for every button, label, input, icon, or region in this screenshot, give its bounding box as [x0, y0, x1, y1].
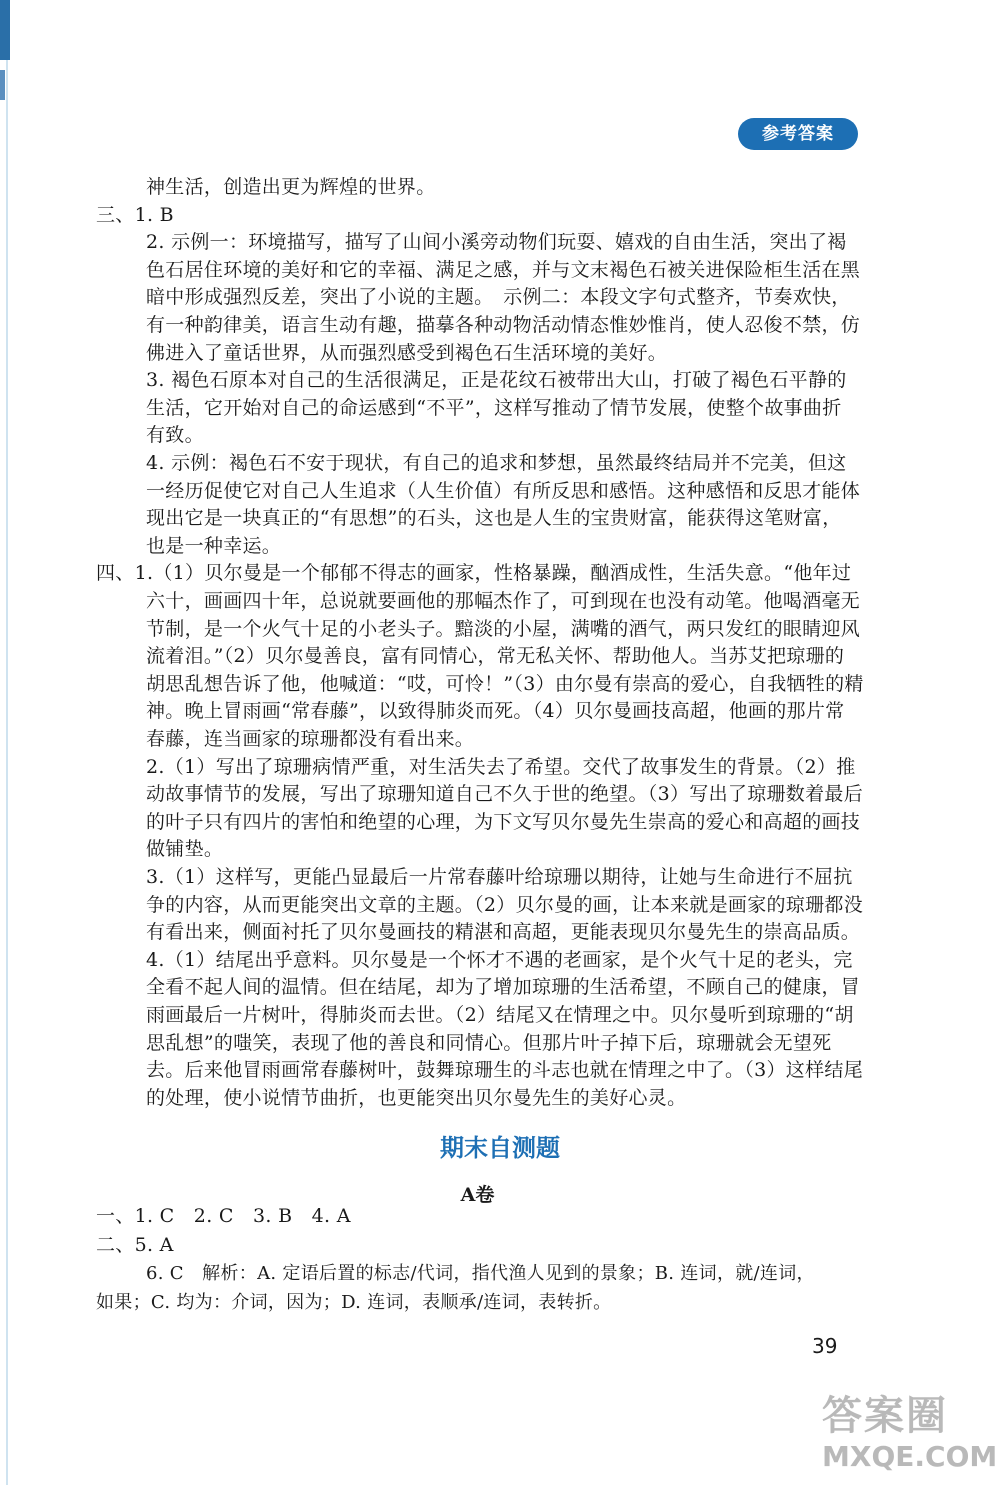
text-line: 春藤，连当画家的琼珊都没有看出来。 — [146, 728, 475, 750]
text-line: 的处理，使小说情节曲折，也更能突出贝尔曼先生的美好心灵。 — [146, 1086, 687, 1109]
text-line: 2.（1）写出了琼珊病情严重，对生活失去了希望。交代了故事发生的背景。（2）推 — [146, 755, 856, 778]
watermark — [822, 1392, 997, 1482]
text-line: 争的内容，从而更能突出文章的主题。（2）贝尔曼的画，让本来就是画家的琼珊都没 — [146, 893, 863, 916]
text-line: 做铺垫。 — [146, 838, 224, 861]
text-line: 流着泪。”（2）贝尔曼善良，富有同情心，常无私关怀、帮助他人。当苏艾把琼珊的 — [146, 645, 845, 668]
text-line: 也是一种幸运。 — [146, 534, 282, 557]
text-line: 现出它是一块真正的“有思想”的石头，这也是人生的宝贵财富，能获得这笔财富， — [146, 507, 842, 530]
text-line: 四、1.（1）贝尔曼是一个郁郁不得志的画家，性格暴躁，酗酒成性，生活失意。“他年过 — [96, 562, 852, 585]
answer-line: 一、1. C 2. C 3. B 4. A — [96, 1205, 351, 1227]
text-line: 神。晚上冒雨画“常春藤”，以致得肺炎而死。（4）贝尔曼画技高超，他画的那片常 — [146, 700, 845, 723]
watermark-logo-text: 答案圈 — [822, 1393, 948, 1439]
text-line: 胡思乱想告诉了他，他喊道：“哎，可怜！”（3）由尔曼有崇高的爱心，自我牺牲的精 — [146, 672, 864, 695]
answer-line: 二、5. A — [96, 1234, 174, 1256]
text-line: 节制，是一个火气十足的小老头子。黯淡的小屋，满嘴的酒气，两只发红的眼睛迎风 — [146, 617, 861, 640]
page-edge-mark — [0, 70, 5, 100]
page-number: 39 — [812, 1334, 838, 1358]
text-line: 思乱想”的嗤笑，表现了他的善良和同情心。但那片叶子掉下后，琼珊就会无望死 — [146, 1031, 832, 1054]
page-edge-line — [6, 0, 8, 1485]
text-line: 雨画最后一片树叶，得肺炎而去世。（2）结尾又在情理之中。贝尔曼听到琼珊的“胡 — [146, 1004, 854, 1026]
text-line: 佛进入了童话世界，从而强烈感受到褐色石生活环境的美好。 — [146, 341, 668, 364]
text-line: 去。后来他冒雨画常春藤树叶，鼓舞琼珊生的斗志也就在情理之中了。（3）这样结尾 — [146, 1059, 863, 1082]
page-edge-mark — [0, 0, 10, 60]
header-tab: 参考答案 — [738, 118, 858, 150]
text-line: 的叶子只有四片的害怕和绝望的心理，为下文写贝尔曼先生崇高的爱心和高超的画技 — [146, 810, 861, 833]
text-line: 三、1. B — [96, 203, 174, 226]
text-line: 六十，画画四十年，总说就要画他的那幅杰作了，可到现在也没有动笔。他喝酒毫无 — [146, 590, 861, 612]
text-line: 全看不起人间的温情。但在结尾，却为了增加琼珊的生活希望，不顾自己的健康，冒 — [146, 976, 861, 999]
answer-line: 如果；C. 均为：介词，因为；D. 连词，表顺承/连词，表转折。 — [96, 1292, 612, 1313]
text-line: 色石居住环境的美好和它的幸福、满足之感，并与文末褐色石被关进保险柜生活在黑 — [146, 258, 861, 281]
watermark-url: MXQE.COM — [822, 1440, 998, 1473]
text-line: 3.（1）这样写，更能凸显最后一片常春藤叶给琼珊以期待，让她与生命进行不屈抗 — [146, 866, 853, 888]
answer-line: 6. C 解析：A. 定语后置的标志/代词，指代渔人见到的景象；B. 连词，就/连词， — [146, 1263, 815, 1284]
text-line: 动故事情节的发展，写出了琼珊知道自己不久于世的绝望。（3）写出了琼珊数着最后 — [146, 783, 863, 806]
text-line: 有看出来，侧面衬托了贝尔曼画技的精湛和高超，更能表现贝尔曼先生的崇高品质。 — [146, 921, 861, 944]
text-line: 2. 示例一：环境描写，描写了山间小溪旁动物们玩耍、嬉戏的自由生活，突出了褐 — [146, 231, 847, 254]
text-line: 有一种韵律美，语言生动有趣，描摹各种动物活动情态惟妙惟肖，使人忍俊不禁，仿 — [146, 314, 861, 336]
section-subtitle: A卷 — [460, 1184, 495, 1206]
text-line: 暗中形成强烈反差，突出了小说的主题。 示例二：本段文字句式整齐，节奏欢快， — [146, 286, 851, 309]
text-line: 4.（1）结尾出乎意料。贝尔曼是一个怀才不遇的老画家，是个火气十足的老头，完 — [146, 948, 853, 971]
text-line: 神生活，创造出更为辉煌的世界。 — [146, 176, 436, 198]
text-line: 3. 褐色石原本对自己的生活很满足，正是花纹石被带出大山，打破了褐色石平静的 — [146, 369, 847, 392]
text-line: 4. 示例：褐色石不安于现状，有自己的追求和梦想，虽然最终结局并不完美，但这 — [146, 452, 847, 474]
text-line: 一经历促使它对自己人生追求（人生价值）有所反思和感悟。这种感悟和反思才能体 — [146, 479, 861, 502]
text-line: 有致。 — [146, 424, 204, 447]
section-title: 期末自测题 — [440, 1134, 560, 1162]
text-line: 生活，它开始对自己的命运感到“不平”，这样写推动了情节发展，使整个故事曲折 — [146, 396, 842, 419]
